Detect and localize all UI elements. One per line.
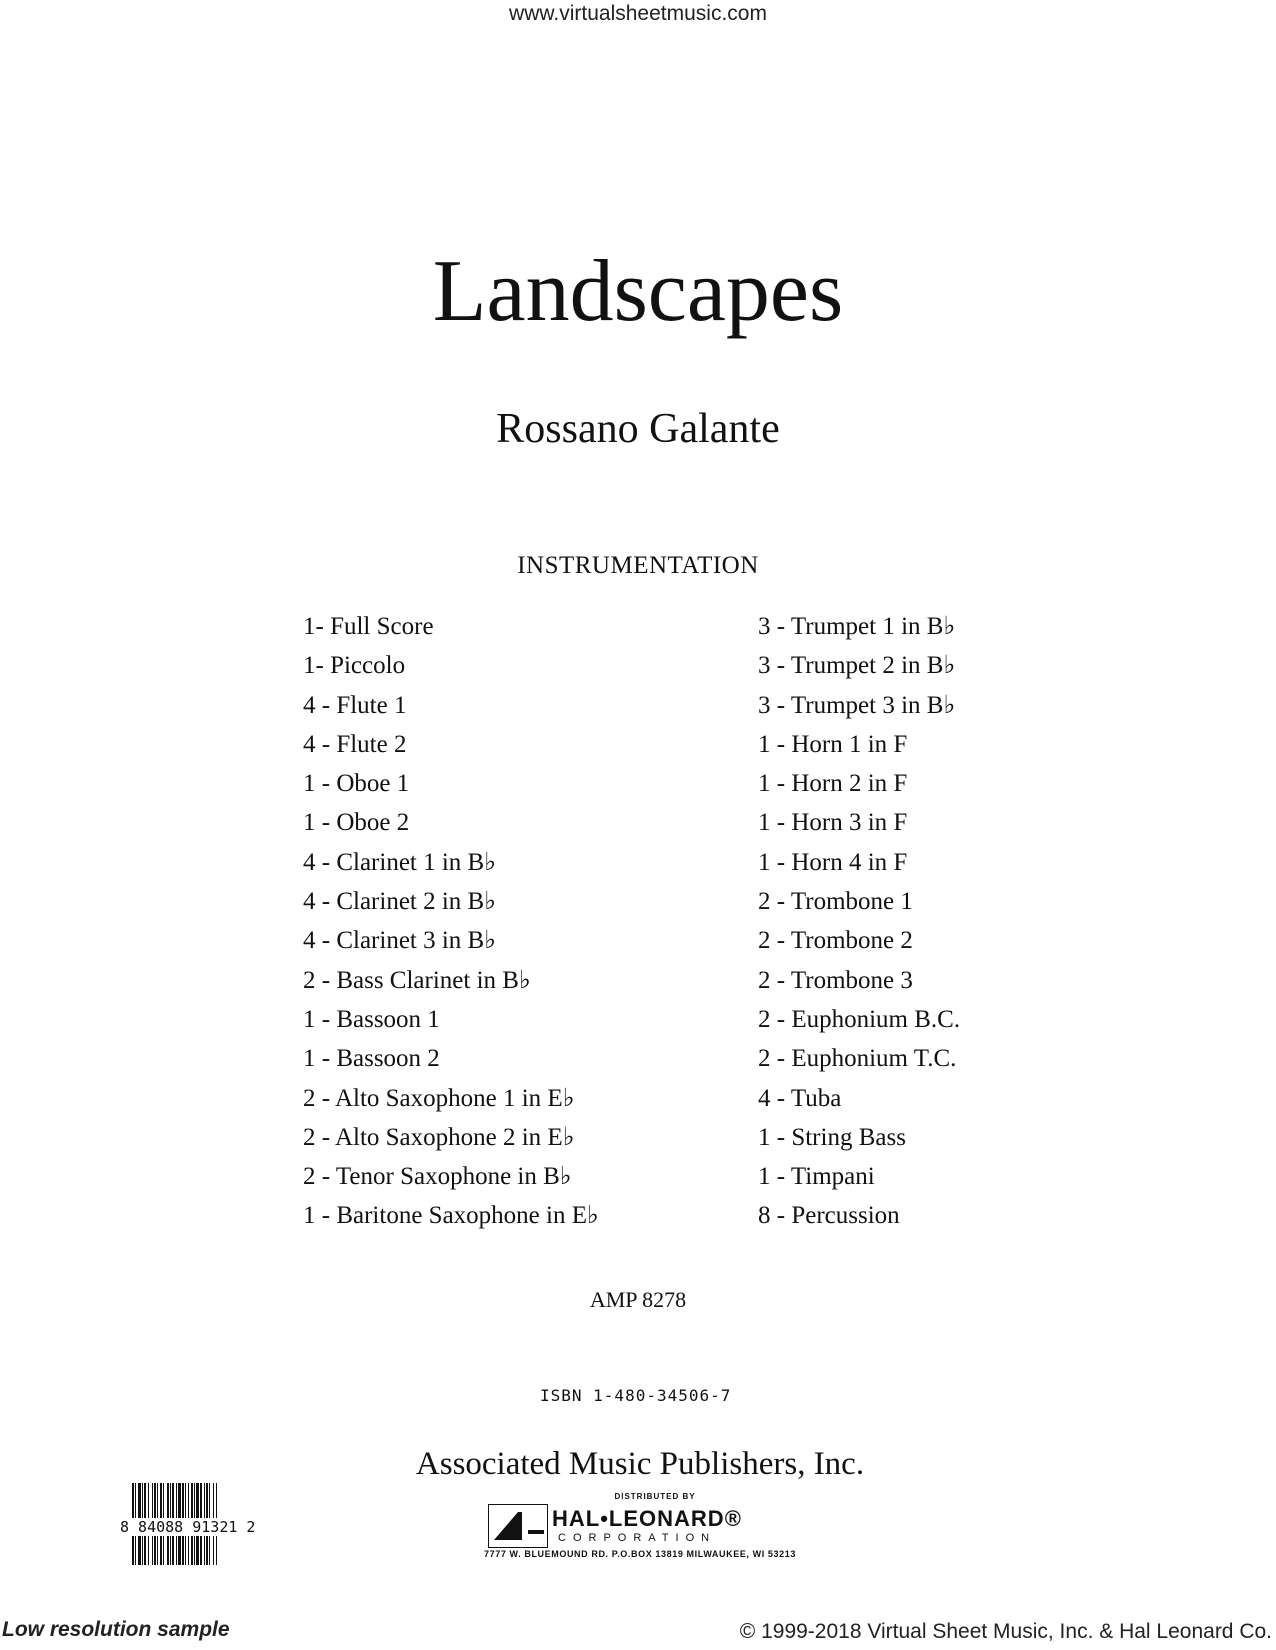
publisher-name: Associated Music Publishers, Inc.: [415, 1446, 865, 1482]
hal-leonard-logo: [480, 1502, 800, 1550]
instrument-item: 1- Piccolo: [303, 652, 406, 680]
score-title: Landscapes: [432, 243, 844, 340]
instrument-item: 2 - Tenor Saxophone in B♭: [303, 1163, 572, 1191]
instrument-item: 4 - Clarinet 1 in B♭: [303, 848, 497, 876]
instrument-item: 2 - Trombone 1: [758, 888, 913, 916]
instrument-list-right: [758, 612, 960, 1241]
instrument-item: 1 - Horn 4 in F: [758, 848, 908, 876]
instrument-item: 1 - Oboe 2: [303, 809, 410, 837]
hal-leonard-emblem-icon: [488, 1504, 548, 1548]
instrument-item: 1 - Oboe 1: [303, 770, 410, 798]
instrument-item: 4 - Tuba: [758, 1084, 842, 1112]
instrument-item: 4 - Flute 1: [303, 691, 407, 719]
instrument-item: 3 - Trumpet 3 in B♭: [758, 691, 956, 719]
instrument-item: 1 - Baritone Saxophone in E♭: [303, 1202, 599, 1230]
instrument-item: 2 - Trombone 2: [758, 927, 913, 955]
barcode-digits-text: 8 84088 91321 2: [120, 1518, 256, 1536]
instrument-item: 3 - Trumpet 1 in B♭: [758, 613, 956, 640]
instrument-list-left: [303, 612, 599, 1241]
low-resolution-note: Low resolution sample: [2, 1618, 230, 1641]
instrumentation-heading: INSTRUMENTATION: [517, 552, 759, 579]
composer-name: Rossano Galante: [496, 406, 780, 452]
instrument-item: 2 - Alto Saxophone 1 in E♭: [303, 1084, 575, 1112]
instrument-item: 2 - Euphonium B.C.: [758, 1005, 961, 1033]
instrument-item: 1 - Timpani: [758, 1163, 875, 1191]
distributed-by-label: DISTRIBUTED BY: [614, 1492, 696, 1501]
instrument-item: 2 - Euphonium T.C.: [758, 1045, 957, 1073]
isbn-number: ISBN 1-480-34506-7: [540, 1386, 732, 1405]
instrument-item: 2 - Alto Saxophone 2 in E♭: [303, 1123, 575, 1151]
site-url: www.virtualsheetmusic.com: [509, 2, 767, 25]
instrument-item: 1 - Bassoon 2: [303, 1045, 440, 1073]
instrument-item: 4 - Flute 2: [303, 730, 407, 758]
instrument-item: 2 - Bass Clarinet in B♭: [303, 966, 531, 994]
instrument-item: 3 - Trumpet 2 in B♭: [758, 652, 956, 680]
instrument-item: 8 - Percussion: [758, 1202, 900, 1230]
instrument-item: 4 - Clarinet 2 in B♭: [303, 888, 497, 916]
instrument-item: 1 - Horn 2 in F: [758, 770, 908, 798]
copyright-notice: © 1999-2018 Virtual Sheet Music, Inc. & Hal Leonard Co.: [739, 1620, 1272, 1643]
distributor-sub: CORPORATION: [558, 1532, 717, 1544]
distributor-name: HAL•LEONARD®: [552, 1506, 742, 1531]
instrument-item: 1 - Horn 3 in F: [758, 809, 908, 837]
instrument-item: 1- Full Score: [303, 613, 434, 640]
instrument-item: 1 - Bassoon 1: [303, 1005, 440, 1033]
instrument-item: 4 - Clarinet 3 in B♭: [303, 927, 497, 955]
catalog-code: AMP 8278: [589, 1287, 687, 1312]
distributor-address: 7777 W. BLUEMOUND RD. P.O.BOX 13819 MILWAUKEE, WI 53213: [484, 1549, 796, 1559]
instrument-item: 1 - Horn 1 in F: [758, 730, 908, 758]
instrument-item: 1 - String Bass: [758, 1123, 906, 1151]
instrument-item: 2 - Trombone 3: [758, 966, 913, 994]
